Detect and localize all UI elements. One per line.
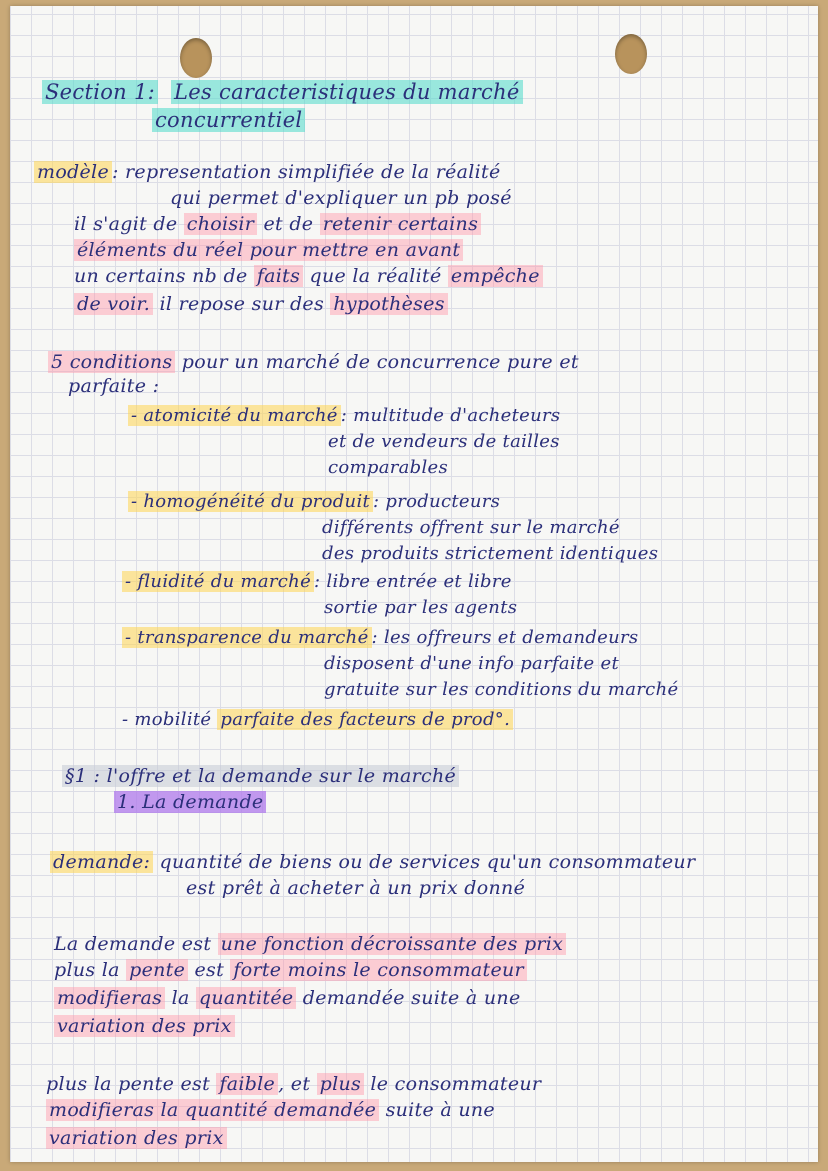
condition-atomicite-desc2: et de vendeurs de tailles bbox=[328, 431, 560, 452]
condition-transparence-desc2: disposent d'une info parfaite et bbox=[324, 653, 620, 674]
condition-transparence: - transparence du marché : les offreurs et demandeurs bbox=[122, 626, 638, 650]
section-title-line2: concurrentiel bbox=[152, 108, 305, 132]
subsection-sub: 1. La demande bbox=[114, 790, 266, 814]
condition-atomicite-desc3: comparables bbox=[328, 457, 449, 478]
modele-term: modèle bbox=[34, 161, 112, 183]
modele-line3: il s'agit de choisir et de retenir certains bbox=[74, 212, 481, 236]
section-number: Section 1: bbox=[42, 80, 158, 104]
para1-line2: plus la pente est forte moins le consommateur bbox=[54, 958, 527, 982]
condition-fluidite: - fluidité du marché : libre entrée et libre bbox=[122, 570, 512, 594]
para2-line2: modifieras la quantité demandée suite à une bbox=[46, 1098, 495, 1122]
condition-atomicite: - atomicité du marché : multitude d'acheteurs bbox=[128, 404, 560, 428]
modele-line4: éléments du réel pour mettre en avant bbox=[74, 238, 463, 262]
para1-line3: modifieras la quantitée demandée suite à une bbox=[54, 986, 521, 1010]
para2-line3: variation des prix bbox=[46, 1126, 227, 1150]
demande-line1: demande: quantité de biens ou de services qu'un consommateur bbox=[50, 850, 695, 874]
conditions-intro-2: parfaite : bbox=[68, 375, 160, 397]
para1-line4: variation des prix bbox=[54, 1014, 235, 1038]
notebook-page bbox=[10, 6, 818, 1162]
condition-homogeneite-desc2: différents offrent sur le marché bbox=[322, 517, 620, 538]
para2-line1: plus la pente est faible , et plus le consommateur bbox=[46, 1073, 542, 1095]
condition-homogeneite: - homogénéité du produit : producteurs bbox=[128, 490, 500, 514]
condition-mobilite: - mobilité parfaite des facteurs de prod°. bbox=[122, 708, 513, 732]
section-title-text: Les caracteristiques du marché bbox=[171, 80, 523, 104]
punch-hole-right bbox=[615, 34, 647, 74]
conditions-intro: 5 conditions pour un marché de concurrence pure et bbox=[48, 350, 579, 374]
modele-line6: de voir. il repose sur des hypothèses bbox=[74, 292, 448, 316]
modele-line5: un certains nb de faits que la réalité empêche bbox=[74, 264, 543, 288]
condition-transparence-desc3: gratuite sur les conditions du marché bbox=[324, 679, 679, 700]
demande-term: demande: bbox=[50, 851, 153, 873]
condition-homogeneite-desc3: des produits strictement identiques bbox=[322, 543, 659, 564]
condition-fluidite-desc2: sortie par les agents bbox=[324, 597, 518, 618]
para1-line1: La demande est une fonction décroissante des prix bbox=[54, 932, 566, 956]
demande-line2: est prêt à acheter à un prix donné bbox=[186, 877, 526, 899]
subsection-title: §1 : l'offre et la demande sur le marché bbox=[62, 764, 459, 788]
section-title-line1 bbox=[42, 80, 523, 104]
punch-hole-left bbox=[180, 38, 212, 78]
modele-line2: qui permet d'expliquer un pb posé bbox=[170, 187, 512, 209]
modele-line1: modèle : representation simplifiée de la réalité bbox=[34, 160, 501, 184]
